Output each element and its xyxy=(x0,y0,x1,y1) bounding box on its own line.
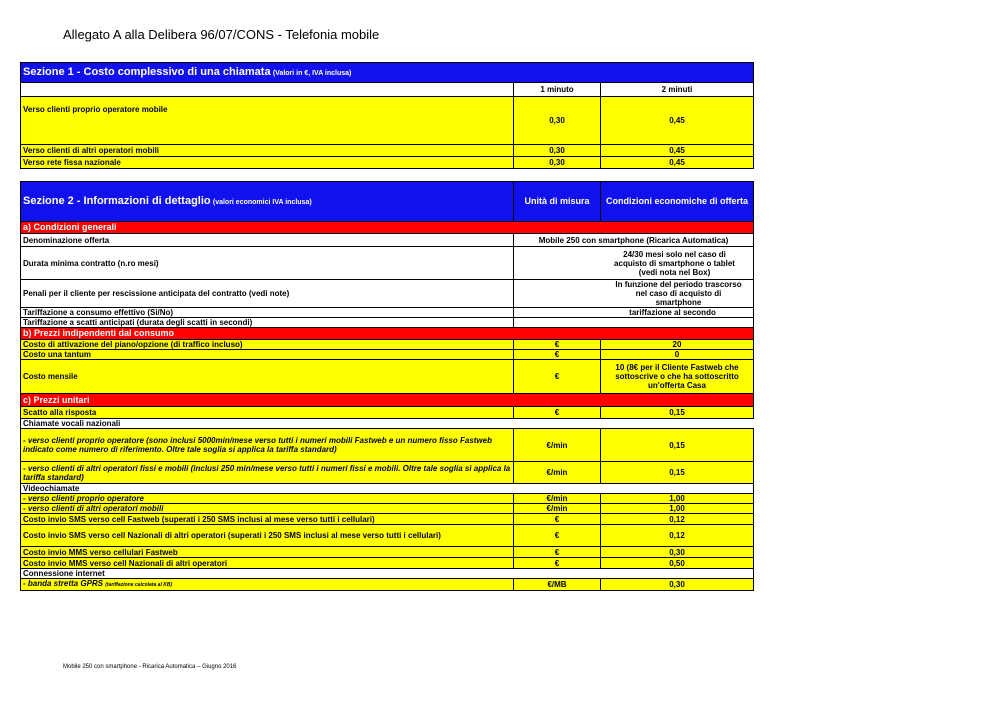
section-c-header: c) Prezzi unitari xyxy=(21,394,754,407)
c-msg-unit: € xyxy=(514,547,601,558)
section1-subtitle: (Valori in €, IVA inclusa) xyxy=(272,69,352,77)
a-row-label: Tariffazione a consumo effettivo (Si/No) xyxy=(21,308,514,318)
a-row-value: In funzione del periodo trascorso nel caso di acquisto di smartphone xyxy=(514,280,754,308)
c-internet-value: 0,30 xyxy=(601,579,754,591)
c-msg-label: Costo invio SMS verso cell Nazionali di altri operatori (superati i 250 SMS inclusi al mese verso tutti i cellulari) xyxy=(21,525,514,547)
b-row-value: 0 xyxy=(601,350,754,360)
section2-header xyxy=(21,182,514,222)
section1-title: Sezione 1 - Costo complessivo di una chiamata xyxy=(23,65,271,78)
section1-table xyxy=(20,62,753,169)
b-row-label: Costo una tantum xyxy=(21,350,514,360)
c-internet-label: - banda stretta GPRS xyxy=(23,579,104,588)
s1-row-v2: 0,45 xyxy=(601,145,754,157)
s1-row-v1: 0,30 xyxy=(514,157,601,169)
c-scatto-value: 0,15 xyxy=(601,407,754,419)
c-video-label: - verso clienti proprio operatore xyxy=(21,494,514,504)
a-row-label: Tariffazione a scatti anticipati (durata degli scatti in secondi) xyxy=(21,318,514,328)
c-internet-note: (tariffazione calcolata al KB) xyxy=(105,582,173,588)
c-scatto-label: Scatto alla risposta xyxy=(21,407,514,419)
section1-header xyxy=(21,63,754,83)
b-row-unit: € xyxy=(514,360,601,394)
b-row-value: 20 xyxy=(601,340,754,350)
section-a-header: a) Condizioni generali xyxy=(21,222,754,234)
col-1-minuto: 1 minuto xyxy=(514,83,601,97)
c-msg-label: Costo invio MMS verso cellulari Fastweb xyxy=(21,547,514,558)
c-video-value: 1,00 xyxy=(601,504,754,514)
section2-subtitle: (valori economici IVA inclusa) xyxy=(212,198,312,206)
s1-row-label: Verso clienti proprio operatore mobile xyxy=(21,97,514,145)
c-msg-value: 0,30 xyxy=(601,547,754,558)
document-footer: Mobile 250 con smartphone - Ricarica Automatica – Giugno 2016 xyxy=(63,664,237,670)
b-row-unit: € xyxy=(514,350,601,360)
a-row-label: Denominazione offerta xyxy=(21,234,514,247)
col-condizioni-economiche: Condizioni economiche di offerta xyxy=(601,182,754,222)
col-unita-di-misura: Unità di misura xyxy=(514,182,601,222)
c-internet-header: Connessione internet xyxy=(21,569,754,579)
s1-row-v1: 0,30 xyxy=(514,97,601,145)
section-b-header: b) Prezzi indipendenti dal consumo xyxy=(21,328,754,340)
a-row-value xyxy=(514,318,754,328)
b-row-label: Costo di attivazione del piano/opzione (di traffico incluso) xyxy=(21,340,514,350)
c-voce-header: Chiamate vocali nazionali xyxy=(21,419,754,429)
c-video-value: 1,00 xyxy=(601,494,754,504)
a-row-label: Penali per il cliente per rescissione anticipata del contratto (vedi note) xyxy=(21,280,514,308)
c-video-header: Videochiamate xyxy=(21,484,754,494)
c-video-unit: €/min xyxy=(514,494,601,504)
c-internet-row xyxy=(21,579,514,591)
c-msg-unit: € xyxy=(514,525,601,547)
c-voce-value: 0,15 xyxy=(601,462,754,484)
c-msg-value: 0,50 xyxy=(601,558,754,569)
c-voce-unit: €/min xyxy=(514,462,601,484)
c-scatto-unit: € xyxy=(514,407,601,419)
c-voce-value: 0,15 xyxy=(601,429,754,462)
s1-row-v2: 0,45 xyxy=(601,157,754,169)
c-voce-label: - verso clienti proprio operatore (sono inclusi 5000min/mese verso tutti i numeri mobili Fastweb e un numero fisso Fastweb indicato come numero di riferimento. Oltre tale soglia si applica la tariffa standard) xyxy=(21,429,514,462)
b-row-value: 10 (8€ per il Cliente Fastweb che sottoscrive o che ha sottoscritto un'offerta Casa xyxy=(601,360,754,394)
document-title: Allegato A alla Delibera 96/07/CONS - Telefonia mobile xyxy=(63,27,380,42)
b-row-label: Costo mensile xyxy=(21,360,514,394)
c-video-label: - verso clienti di altri operatori mobili xyxy=(21,504,514,514)
a-row-value: Mobile 250 con smartphone (Ricarica Automatica) xyxy=(514,234,754,247)
c-voce-label: - verso clienti di altri operatori fissi e mobili (inclusi 250 min/mese verso tutti i numeri fissi e mobili. Oltre tale soglia si applica la tariffa standard) xyxy=(21,462,514,484)
a-row-value: 24/30 mesi solo nel caso di acquisto di smartphone o tablet (vedi nota nel Box) xyxy=(514,247,754,280)
s1-row-label: Verso clienti di altri operatori mobili xyxy=(21,145,514,157)
b-row-unit: € xyxy=(514,340,601,350)
s1-row-v2: 0,45 xyxy=(601,97,754,145)
c-msg-value: 0,12 xyxy=(601,514,754,525)
s1-row-label: Verso rete fissa nazionale xyxy=(21,157,514,169)
c-msg-label: Costo invio MMS verso cell Nazionali di altri operatori xyxy=(21,558,514,569)
c-video-unit: €/min xyxy=(514,504,601,514)
s1-row-v1: 0,30 xyxy=(514,145,601,157)
c-voce-unit: €/min xyxy=(514,429,601,462)
c-msg-unit: € xyxy=(514,514,601,525)
c-internet-unit: €/MB xyxy=(514,579,601,591)
section2-table xyxy=(20,181,753,591)
c-msg-unit: € xyxy=(514,558,601,569)
section2-title: Sezione 2 - Informazioni di dettaglio xyxy=(23,194,211,207)
c-msg-label: Costo invio SMS verso cell Fastweb (superati i 250 SMS inclusi al mese verso tutti i cellulari) xyxy=(21,514,514,525)
a-row-label: Durata minima contratto (n.ro mesi) xyxy=(21,247,514,280)
c-msg-value: 0,12 xyxy=(601,525,754,547)
a-row-value: tariffazione al secondo xyxy=(514,308,754,318)
col-2-minuti: 2 minuti xyxy=(601,83,754,97)
